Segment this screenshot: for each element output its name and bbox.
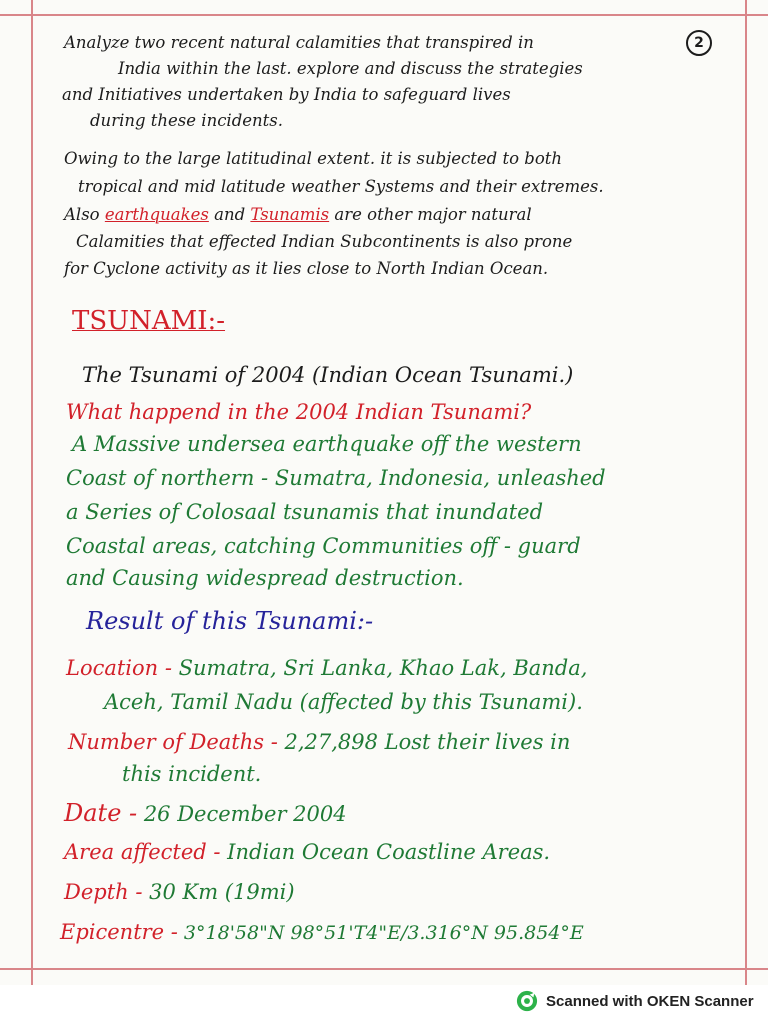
- intro-text: Also: [64, 205, 105, 224]
- intro-line-2: tropical and mid latitude weather Systems and their extremes.: [78, 177, 604, 196]
- earthquakes-keyword: earthquakes: [104, 205, 209, 224]
- intro-line-5: for Cyclone activity as it lies close to North Indian Ocean.: [64, 259, 549, 278]
- deaths-label: Number of Deaths -: [68, 730, 278, 754]
- deaths-line: [68, 730, 570, 754]
- deaths-value: 2,27,898 Lost their lives in: [277, 730, 571, 754]
- tsunami-heading: TSUNAMI:-: [72, 306, 226, 336]
- epicentre-label: Epicentre -: [60, 920, 178, 944]
- description-line-1: A Massive undersea earthquake off the western: [72, 432, 582, 456]
- intro-text: and: [208, 205, 251, 224]
- oken-scanner-logo-icon: [516, 990, 538, 1012]
- top-ruled-line: [0, 14, 768, 16]
- date-label: Date -: [64, 799, 138, 827]
- location-line: [66, 656, 587, 680]
- tsunamis-keyword: Tsunamis: [250, 205, 330, 224]
- description-line-4: Coastal areas, catching Communities off - guard: [66, 534, 581, 558]
- left-margin-line: [31, 0, 33, 985]
- area-label: Area affected -: [64, 840, 221, 864]
- scanner-watermark: [516, 988, 754, 1014]
- area-value: Indian Ocean Coastline Areas.: [220, 840, 551, 864]
- date-value: 26 December 2004: [137, 802, 347, 826]
- date-line: [64, 800, 347, 828]
- epicentre-line: [60, 920, 584, 945]
- what-happened-question: What happend in the 2004 Indian Tsunami?: [66, 400, 532, 424]
- intro-line-1: Owing to the large latitudinal extent. it is subjected to both: [64, 149, 563, 168]
- page-number-badge: 2: [686, 30, 712, 56]
- intro-text: are other major natural: [329, 205, 532, 224]
- question-line-3: and Initiatives undertaken by India to safeguard lives: [62, 85, 511, 104]
- right-margin-line: [745, 0, 747, 985]
- description-line-2: Coast of northern - Sumatra, Indonesia, unleashed: [66, 466, 606, 490]
- intro-line-3: [64, 206, 532, 225]
- depth-label: Depth -: [64, 880, 143, 904]
- depth-line: [64, 880, 295, 904]
- epicentre-value: 3°18'58"N 98°51'T4"E/3.316°N 95.854°E: [177, 922, 584, 944]
- bottom-ruled-line: [0, 968, 768, 970]
- depth-value: 30 Km (19mi): [142, 880, 295, 904]
- location-value-line-2: Aceh, Tamil Nadu (affected by this Tsunami).: [104, 690, 583, 714]
- question-line-2: India within the last. explore and discuss the strategies: [118, 59, 583, 78]
- result-heading: Result of this Tsunami:-: [86, 607, 374, 635]
- scanner-text: Scanned with OKEN Scanner: [546, 992, 754, 1010]
- description-line-5: and Causing widespread destruction.: [66, 566, 464, 590]
- location-value: Sumatra, Sri Lanka, Khao Lak, Banda,: [171, 656, 588, 680]
- location-label: Location -: [66, 656, 172, 680]
- question-line-1: Analyze two recent natural calamities that transpired in: [64, 33, 534, 52]
- deaths-value-line-2: this incident.: [122, 762, 262, 786]
- description-line-3: a Series of Colosaal tsunamis that inundated: [66, 500, 544, 524]
- intro-line-4: Calamities that effected Indian Subcontinents is also prone: [76, 232, 573, 251]
- question-line-4: during these incidents.: [90, 111, 284, 130]
- area-line: [64, 840, 550, 864]
- tsunami-subheading: The Tsunami of 2004 (Indian Ocean Tsunami.): [82, 363, 574, 387]
